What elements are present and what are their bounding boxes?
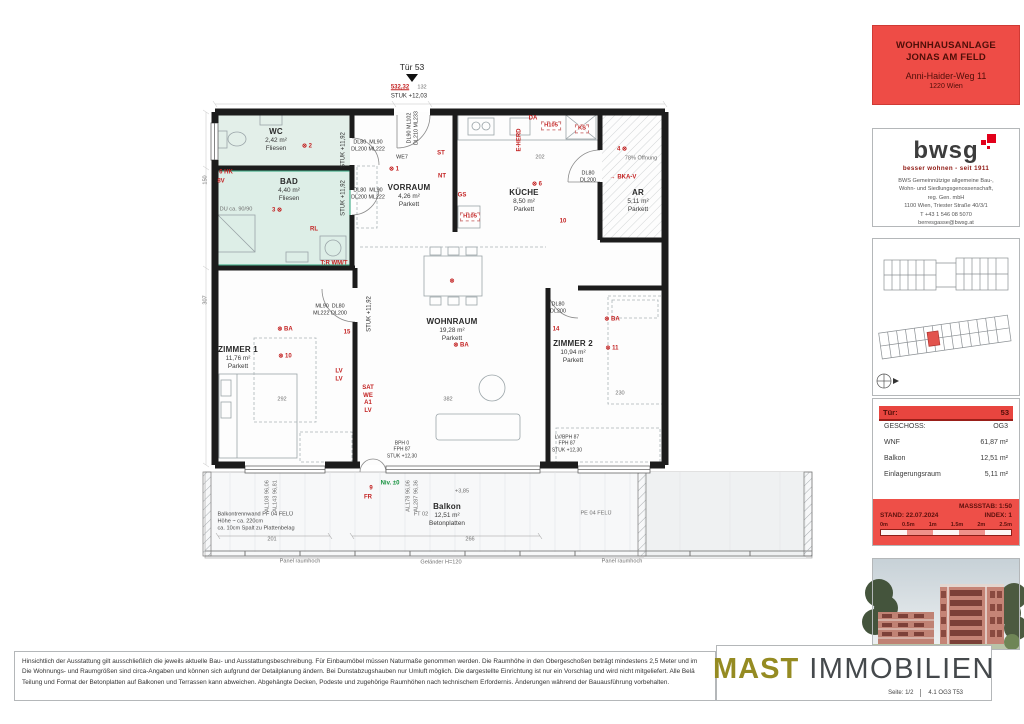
project-name-line2: JONAS AM FELD — [906, 51, 986, 63]
plan-label: 292 — [277, 396, 287, 403]
plan-label: ZIMMER 2 — [553, 339, 593, 348]
row-label: WNF — [884, 439, 900, 446]
bwsg-tagline: besser wohnen - seit 1911 — [902, 165, 990, 172]
scale-tick: 0.5m — [902, 522, 915, 528]
plan-label: 15 — [343, 329, 351, 336]
plan-label: STUK +11,92 — [366, 296, 373, 332]
plan-label: 12,51 m² Betonplatten — [429, 512, 465, 527]
bwsg-contact-info — [873, 177, 1019, 227]
plan-label: AL178 96,06 — [405, 480, 412, 512]
plan-label: 3 ⊗ — [271, 207, 283, 214]
plan-label: 2,42 m² Fliesen — [265, 137, 287, 152]
bwsg-info-line: BWS Gemeinnützige allgemeine Bau-, — [898, 178, 994, 184]
plan-meta-block — [873, 499, 1019, 545]
row-label: Balkon — [884, 455, 906, 462]
massstab-value: 1:50 — [998, 503, 1012, 510]
mast-logo-box — [713, 645, 995, 701]
plan-label: AL287 96,36 — [413, 480, 420, 512]
stand-label: STAND: — [880, 512, 905, 519]
plan-label: ⊗ — [449, 278, 455, 285]
page-info — [888, 689, 963, 697]
plan-label: 8V — [217, 178, 225, 185]
plan-label: +3,85 — [454, 488, 470, 495]
plan-label: 6 HK — [219, 169, 233, 176]
plan-label: 4,26 m² Parkett — [398, 193, 420, 208]
plan-label: AL108 96,06 — [264, 480, 271, 512]
scale-tick: 2m — [977, 522, 986, 528]
plan-label: VORRAUM — [387, 183, 431, 192]
plan-label: AR — [632, 188, 644, 197]
plan-label: DA — [528, 115, 538, 122]
row-value: OG3 — [993, 423, 1008, 430]
bwsg-wordmark: bwsg — [913, 137, 979, 164]
project-address: Anni-Haider-Weg 11 — [905, 71, 987, 82]
plan-label: 9 — [369, 485, 373, 492]
entrance-arrow-icon — [406, 74, 418, 82]
scale-tick: 0m — [880, 522, 888, 528]
unit-table-header — [879, 406, 1013, 421]
project-city: 1220 Wien — [929, 83, 963, 91]
unit-info-box — [872, 398, 1020, 546]
plan-label: 4,40 m² Fliesen — [278, 187, 300, 202]
scale-tick: 1.5m — [950, 522, 964, 528]
plan-label: 132 — [417, 84, 427, 91]
project-title-box — [872, 25, 1020, 105]
index-label: INDEX: — [984, 512, 1007, 519]
row-value: 5,11 m² — [984, 471, 1008, 478]
plan-label: LV LV — [335, 368, 343, 382]
mast-wordmark: MAST — [713, 652, 800, 685]
table-row — [884, 455, 1008, 462]
plan-label: DL80 ML90 DL200 ML222 — [351, 187, 385, 200]
plan-label: 266 — [465, 536, 475, 543]
plan-label: 10 — [559, 218, 567, 225]
plan-label: ⊗ BA — [453, 342, 469, 349]
disclaimer — [14, 651, 716, 701]
plan-label: ⊗ 6 — [531, 181, 543, 188]
plan-label: GS — [457, 192, 467, 199]
plan-label: STUK +11,92 — [340, 180, 347, 216]
plan-label: ⊗ BA — [277, 326, 293, 333]
plan-label: WOHNRAUM — [426, 317, 478, 326]
plan-label: KS — [575, 124, 589, 133]
plan-label: STUK +11,92 — [340, 132, 347, 168]
bwsg-logo-box — [872, 128, 1020, 227]
row-value: 61,87 m² — [980, 439, 1008, 446]
immobilien-wordmark: IMMOBILIEN — [809, 652, 995, 685]
plan-label: ZIMMER 1 — [218, 345, 258, 354]
bwsg-info-line: 1100 Wien, Triester Straße 40/3/1 — [904, 203, 988, 210]
disclaimer-line: Hinsichtlich der Ausstattung gilt ausschließlich die jeweils aktuelle Bau- und Ausstattungsbeschreibung. Für Einbaumöbel müssen Naturmaße genommen werden. Die Raumhöhe in den Obergeschoßen beträgt mindestens 2,5 Meter und im — [22, 658, 698, 665]
plan-label: ⊗ 1 — [388, 166, 400, 173]
plan-label: FT 02 — [413, 511, 429, 518]
plan-label: 14 — [552, 326, 560, 333]
plan-label: 78% Öffnung — [624, 155, 658, 162]
bwsg-info-line: T +43 1 546 08 5070 — [920, 211, 972, 218]
plan-label: ML90 DL80 ML222 DL200 — [313, 303, 347, 316]
plan-label: ⊗ 10 — [278, 353, 292, 360]
project-name-line1: WOHNHAUSANLAGE — [896, 39, 996, 51]
doc-code: 4.1 OG3 T53 — [928, 690, 963, 696]
plan-label: Niv. ±0 — [380, 480, 400, 487]
bwsg-info-line: berresgasse@bwsg.at — [918, 219, 974, 226]
scale-tick: 1m — [928, 522, 937, 528]
plan-label: LV/BPH 87 FPH 87 STUK +12,30 — [551, 434, 583, 454]
plan-label: Panel raumhoch — [279, 558, 321, 565]
plan-label: 202 — [535, 154, 545, 161]
plan-label: E-HERD — [516, 128, 523, 152]
bwsg-squares-icon — [980, 134, 996, 150]
row-label: GESCHOSS: — [884, 423, 926, 430]
plan-label: 532,32 — [390, 84, 410, 91]
plan-label: FR — [364, 494, 372, 501]
tuer-value: 53 — [1000, 408, 1009, 417]
plan-label: BPH 0 FPH 87 STUK +12,30 — [386, 440, 418, 460]
mast-immobilien-logo — [713, 651, 995, 687]
page-info-divider — [920, 689, 921, 697]
plan-label: 150 — [202, 175, 209, 185]
plan-label: STUK +12,03 — [390, 93, 428, 100]
entrance-door-marker — [386, 62, 438, 82]
plan-label: Balkontrennwand PF 04 FELÜ Höhe ~ ca. 220cm ca. 10cm Spalt zu Plattenbelag — [217, 511, 295, 532]
site-plan-box — [872, 238, 1020, 396]
disclaimer-line: Teilung und Format der Betonplatten auf Balkonen und Terrassen kann abweichen. Abgehängte Decken, Podeste und zugehörige Raumhöhen nach technischem Erfordernis. Änderungen während der Bauausführung vorbehalten. — [22, 678, 670, 686]
plan-label: RL — [310, 226, 318, 233]
bwsg-info-line: Wohn- und Siedlungsgenossenschaft, — [898, 186, 994, 193]
disclaimer-line: Die Wohnungs- und Raumgrößen sind circa-Angaben und können sich aufgrund der Detailplanung ändern. Bei Dunstabzugshauben nur Umluft möglich. Die dargestellte Einrichtung ist nur ein Vorschlag und wird nicht mitgeliefert. Alle Belä — [22, 668, 695, 676]
plan-label: PE 04 FELÜ — [580, 510, 612, 517]
stand-value: 22.07.2024 — [905, 512, 939, 519]
plan-label: Balkon — [433, 502, 461, 511]
plan-label: T:R WM/T — [320, 260, 348, 267]
plan-label: AL143 96,81 — [272, 480, 279, 512]
plan-label: ⊗ BA — [604, 316, 620, 323]
plan-label: NT — [438, 173, 446, 180]
row-label: Einlagerungsraum — [884, 471, 941, 478]
plan-label: 11,76 m² Parkett — [225, 355, 251, 370]
plan-label: ⊗ 2 — [301, 143, 313, 150]
plan-label: DL80 DL200 — [580, 170, 596, 183]
plan-label: KÜCHE — [509, 188, 539, 197]
plan-label: 307 — [202, 295, 209, 305]
bwsg-info-line: reg. Gen. mbH — [927, 194, 965, 201]
scale-bar — [880, 529, 1012, 536]
plan-label: ⊗ 11 — [605, 345, 619, 352]
plan-label: DL80 ML90 DL200 ML222 — [351, 139, 385, 152]
plan-label: DL90 ML102 DL210 ML233 — [406, 111, 419, 145]
plan-label: Panel raumhoch — [601, 558, 643, 565]
bwsg-logo — [913, 137, 978, 165]
plan-label: H105 — [541, 121, 561, 130]
plan-label: ST — [437, 150, 445, 157]
plan-label: 382 — [443, 396, 453, 403]
plan-label: 201 — [267, 536, 277, 543]
plan-label: → BKA-V — [609, 174, 637, 181]
building-rendering-box — [872, 558, 1020, 650]
plan-label: BAD — [280, 177, 298, 186]
plan-label: 4 ⊗ — [616, 146, 628, 153]
plan-label: 19,28 m² Parkett — [439, 327, 465, 342]
tuer-label: Tür: — [883, 408, 898, 417]
page-number: Seite: 1/2 — [888, 690, 914, 696]
plan-label: WC — [269, 127, 283, 136]
plan-label: 230 — [615, 390, 625, 397]
plan-label: 5,11 m² Parkett — [627, 198, 649, 213]
table-row — [884, 439, 1008, 446]
scale-tick: 2.5m — [999, 522, 1012, 528]
plan-label: DU ca. 90/90 — [219, 206, 253, 213]
massstab-label: MASSSTAB: — [959, 503, 998, 510]
entrance-door-label: Tür 53 — [399, 62, 425, 72]
plan-label: 10,94 m² Parkett — [560, 349, 586, 364]
plan-label: WE7 — [396, 154, 408, 161]
scale-bar-ticks — [880, 522, 1012, 528]
plan-label: H105 — [460, 212, 480, 221]
index-value: 1 — [1008, 512, 1012, 519]
row-value: 12,51 m² — [980, 455, 1008, 462]
table-row — [884, 423, 1008, 430]
plan-label: SAT WE A1 LV — [362, 385, 374, 414]
plan-label: 8,50 m² Parkett — [513, 198, 535, 213]
plan-label: Geländer H=120 — [420, 559, 462, 566]
table-row — [884, 471, 1008, 478]
plan-label: DL80 DL200 — [550, 301, 566, 314]
